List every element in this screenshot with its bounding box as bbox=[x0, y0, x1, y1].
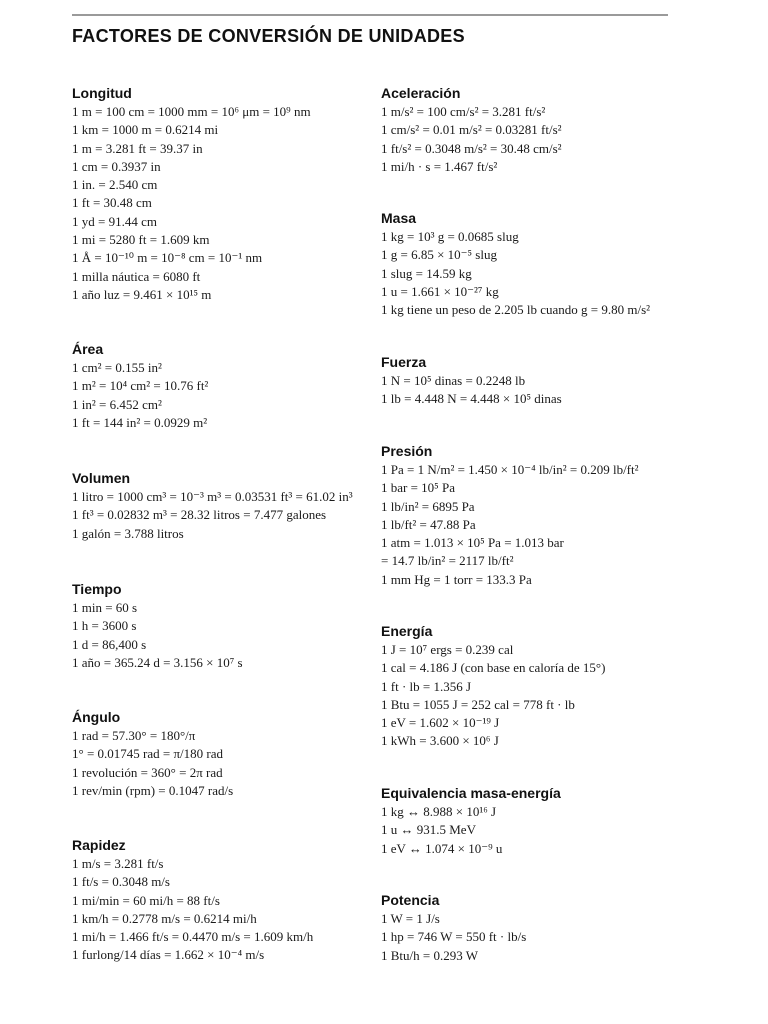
section-heading: Ángulo bbox=[72, 709, 121, 725]
section-heading: Volumen bbox=[72, 470, 131, 486]
conversion-line: 1 ft³ = 0.02832 m³ = 28.32 litros = 7.477 galones bbox=[72, 507, 327, 523]
conversion-line: 1 km/h = 0.2778 m/s = 0.6214 mi/h bbox=[72, 910, 257, 926]
conversion-line: 1 min = 60 s bbox=[72, 600, 138, 615]
conversion-line: 1 ft = 30.48 cm bbox=[72, 195, 152, 211]
section-heading: Energía bbox=[381, 623, 433, 639]
conversion-line: 1 cm = 0.3937 in bbox=[72, 158, 161, 174]
section-heading: Presión bbox=[381, 443, 433, 459]
conversion-line: 1 h = 3600 s bbox=[72, 618, 137, 634]
conversion-line: 1 kg ↔ 8.988 × 10¹⁶ J bbox=[381, 804, 497, 819]
conversion-line: 1 lb = 4.448 N = 4.448 × 10⁵ dinas bbox=[381, 391, 562, 407]
conversion-line: 1 ft = 144 in² = 0.0929 m² bbox=[72, 414, 208, 430]
conversion-line: 1 rev/min (rpm) = 0.1047 rad/s bbox=[72, 782, 234, 798]
conversion-line: 1 u ↔ 931.5 MeV bbox=[381, 822, 476, 838]
conversion-line: 1 mi/min = 60 mi/h = 88 ft/s bbox=[72, 892, 220, 908]
conversion-line: 1 mi = 5280 ft = 1.609 km bbox=[72, 232, 210, 248]
conversion-line: 1 m = 100 cm = 1000 mm = 10⁶ μm = 10⁹ nm bbox=[72, 104, 311, 119]
conversion-line: 1 J = 10⁷ ergs = 0.239 cal bbox=[381, 642, 514, 657]
conversion-line: 1 Pa = 1 N/m² = 1.450 × 10⁻⁴ lb/in² = 0.209 lb/ft² bbox=[381, 462, 639, 477]
conversion-line: 1 galón = 3.788 litros bbox=[72, 525, 184, 541]
page-title: FACTORES DE CONVERSIÓN DE UNIDADES bbox=[72, 26, 465, 46]
section-longitud bbox=[72, 84, 311, 304]
section-rapidez bbox=[72, 836, 313, 965]
conversion-line: 1 Btu/h = 0.293 W bbox=[381, 947, 479, 963]
conversion-line: 1 eV ↔ 1.074 × 10⁻⁹ u bbox=[381, 840, 503, 856]
conversion-line: 1 m = 3.281 ft = 39.37 in bbox=[72, 140, 203, 156]
conversion-line: 1 año = 365.24 d = 3.156 × 10⁷ s bbox=[72, 654, 243, 670]
conversion-line: 1 furlong/14 días = 1.662 × 10⁻⁴ m/s bbox=[72, 947, 265, 963]
conversion-line: 1 N = 10⁵ dinas = 0.2248 lb bbox=[381, 373, 526, 388]
section-volumen bbox=[72, 469, 353, 543]
conversion-line: 1 u = 1.661 × 10⁻²⁷ kg bbox=[381, 283, 499, 299]
conversion-line: 1 eV = 1.602 × 10⁻¹⁹ J bbox=[381, 715, 500, 731]
section-tiempo bbox=[72, 580, 243, 672]
section-heading: Aceleración bbox=[381, 85, 461, 101]
section-heading: Fuerza bbox=[381, 354, 427, 370]
section-area bbox=[72, 340, 208, 432]
conversion-line: 1 hp = 746 W = 550 ft · lb/s bbox=[381, 929, 527, 945]
conversion-line: 1 mi/h · s = 1.467 ft/s² bbox=[381, 158, 498, 174]
section-aceleracion bbox=[381, 84, 562, 176]
section-heading: Equivalencia masa-energía bbox=[381, 785, 561, 801]
conversion-line: 1 m² = 10⁴ cm² = 10.76 ft² bbox=[72, 378, 209, 394]
conversion-line: 1 m/s² = 100 cm/s² = 3.281 ft/s² bbox=[381, 104, 546, 119]
conversion-line: 1 rad = 57.30° = 180°/π bbox=[72, 728, 196, 743]
conversion-line: 1 ft/s = 0.3048 m/s bbox=[72, 874, 170, 890]
section-heading: Área bbox=[72, 341, 104, 357]
conversion-line: 1 lb/ft² = 47.88 Pa bbox=[381, 516, 476, 532]
conversion-line: 1 lb/in² = 6895 Pa bbox=[381, 498, 475, 514]
section-heading: Potencia bbox=[381, 892, 440, 908]
conversion-line: 1 kWh = 3.600 × 10⁶ J bbox=[381, 733, 499, 749]
conversion-line: 1 in. = 2.540 cm bbox=[72, 177, 158, 193]
conversion-line: 1 in² = 6.452 cm² bbox=[72, 396, 162, 412]
conversion-line: 1 mi/h = 1.466 ft/s = 0.4470 m/s = 1.609 km/h bbox=[72, 929, 314, 945]
conversion-line: 1 revolución = 360° = 2π rad bbox=[72, 764, 223, 780]
section-heading: Rapidez bbox=[72, 837, 126, 853]
conversion-line: 1 milla náutica = 6080 ft bbox=[72, 268, 201, 284]
conversion-line: 1° = 0.01745 rad = π/180 rad bbox=[72, 746, 223, 762]
conversion-line: 1 g = 6.85 × 10⁻⁵ slug bbox=[381, 247, 497, 263]
conversion-line: 1 kg = 10³ g = 0.0685 slug bbox=[381, 229, 519, 244]
section-masa bbox=[381, 209, 650, 319]
conversion-line: 1 ft · lb = 1.356 J bbox=[381, 678, 472, 694]
conversion-line: 1 atm = 1.013 × 10⁵ Pa = 1.013 bar bbox=[381, 535, 564, 551]
conversion-line: 1 kg tiene un peso de 2.205 lb cuando g = 9.80 m/s² bbox=[381, 302, 651, 318]
top-rule bbox=[72, 14, 668, 16]
conversion-line: 1 W = 1 J/s bbox=[381, 911, 440, 926]
section-energia bbox=[381, 622, 605, 751]
conversion-line: 1 Btu = 1055 J = 252 cal = 778 ft · lb bbox=[381, 696, 575, 712]
conversion-line: 1 bar = 10⁵ Pa bbox=[381, 480, 455, 496]
conversion-line: 1 cal = 4.186 J (con base en caloría de 15°) bbox=[381, 660, 606, 676]
section-equivalencia bbox=[381, 784, 561, 858]
conversion-line: 1 slug = 14.59 kg bbox=[381, 265, 472, 281]
section-heading: Longitud bbox=[72, 85, 132, 101]
conversion-line: 1 Å = 10⁻¹⁰ m = 10⁻⁸ cm = 10⁻¹ nm bbox=[72, 250, 263, 266]
conversion-line: 1 litro = 1000 cm³ = 10⁻³ m³ = 0.03531 ft³ = 61.02 in³ bbox=[72, 489, 353, 504]
conversion-line: 1 ft/s² = 0.3048 m/s² = 30.48 cm/s² bbox=[381, 140, 562, 156]
section-heading: Masa bbox=[381, 210, 417, 226]
section-presion bbox=[381, 442, 639, 589]
section-heading: Tiempo bbox=[72, 581, 122, 597]
conversion-line: 1 cm² = 0.155 in² bbox=[72, 360, 162, 375]
section-potencia bbox=[381, 891, 526, 965]
conversion-line: 1 d = 86,400 s bbox=[72, 636, 147, 652]
conversion-line: 1 año luz = 9.461 × 10¹⁵ m bbox=[72, 286, 212, 302]
conversion-line: 1 mm Hg = 1 torr = 133.3 Pa bbox=[381, 571, 532, 587]
conversion-line: 1 cm/s² = 0.01 m/s² = 0.03281 ft/s² bbox=[381, 122, 562, 138]
section-fuerza bbox=[381, 353, 562, 409]
section-angulo bbox=[72, 708, 233, 800]
conversion-line: 1 yd = 91.44 cm bbox=[72, 213, 157, 229]
conversion-line: = 14.7 lb/in² = 2117 lb/ft² bbox=[381, 553, 514, 569]
conversion-line: 1 m/s = 3.281 ft/s bbox=[72, 856, 164, 871]
conversion-line: 1 km = 1000 m = 0.6214 mi bbox=[72, 122, 219, 138]
